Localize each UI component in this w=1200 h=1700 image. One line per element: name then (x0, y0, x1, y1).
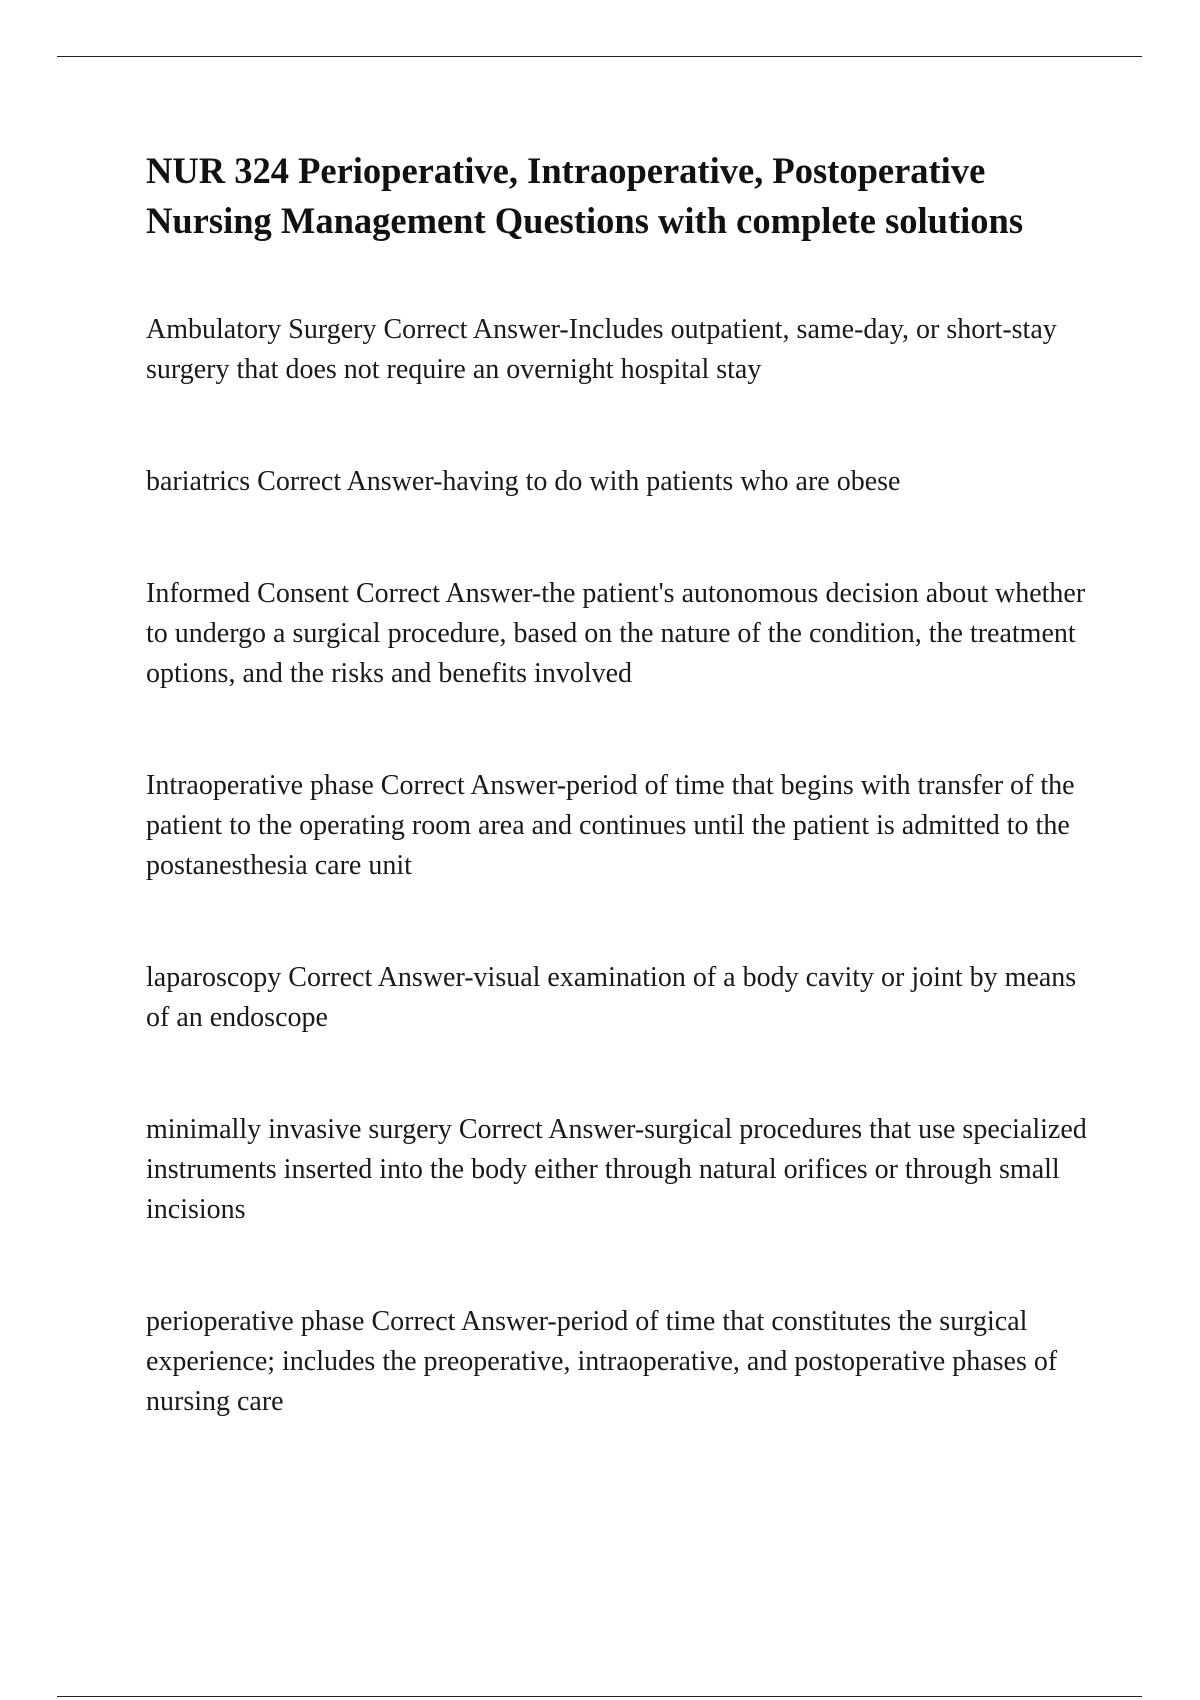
entry-list (146, 310, 1106, 1422)
document-title: NUR 324 Perioperative, Intraoperative, Postoperative Nursing Management Questions with complete solutions (146, 150, 1024, 241)
bottom-rule (57, 1696, 1142, 1697)
entry-perioperative-phase: perioperative phase Correct Answer-period of time that constitutes the surgical experience; includes the preoperative, intraoperative, and postoperative phases of nursing care (146, 1306, 1058, 1417)
entry-informed-consent: Informed Consent Correct Answer-the patient's autonomous decision about whether to undergo a surgical procedure, based on the nature of the condition, the treatment options, and the risks and benefits involved (146, 578, 1086, 689)
entry-intraoperative-phase: Intraoperative phase Correct Answer-period of time that begins with transfer of the patient to the operating room area and continues until the patient is admitted to the postanesthesia care unit (146, 770, 1075, 881)
entry-minimally-invasive-surgery: minimally invasive surgery Correct Answer-surgical procedures that use specialized instruments inserted into the body either through natural orifices or through small incisions (146, 1114, 1087, 1225)
entry-laparoscopy: laparoscopy Correct Answer-visual examination of a body cavity or joint by means of an endoscope (146, 962, 1077, 1033)
top-rule (57, 56, 1142, 57)
entry-ambulatory-surgery: Ambulatory Surgery Correct Answer-Includes outpatient, same-day, or short-stay surgery that does not require an overnight hospital stay (146, 314, 1057, 385)
entry-bariatrics: bariatrics Correct Answer-having to do with patients who are obese (146, 466, 901, 497)
